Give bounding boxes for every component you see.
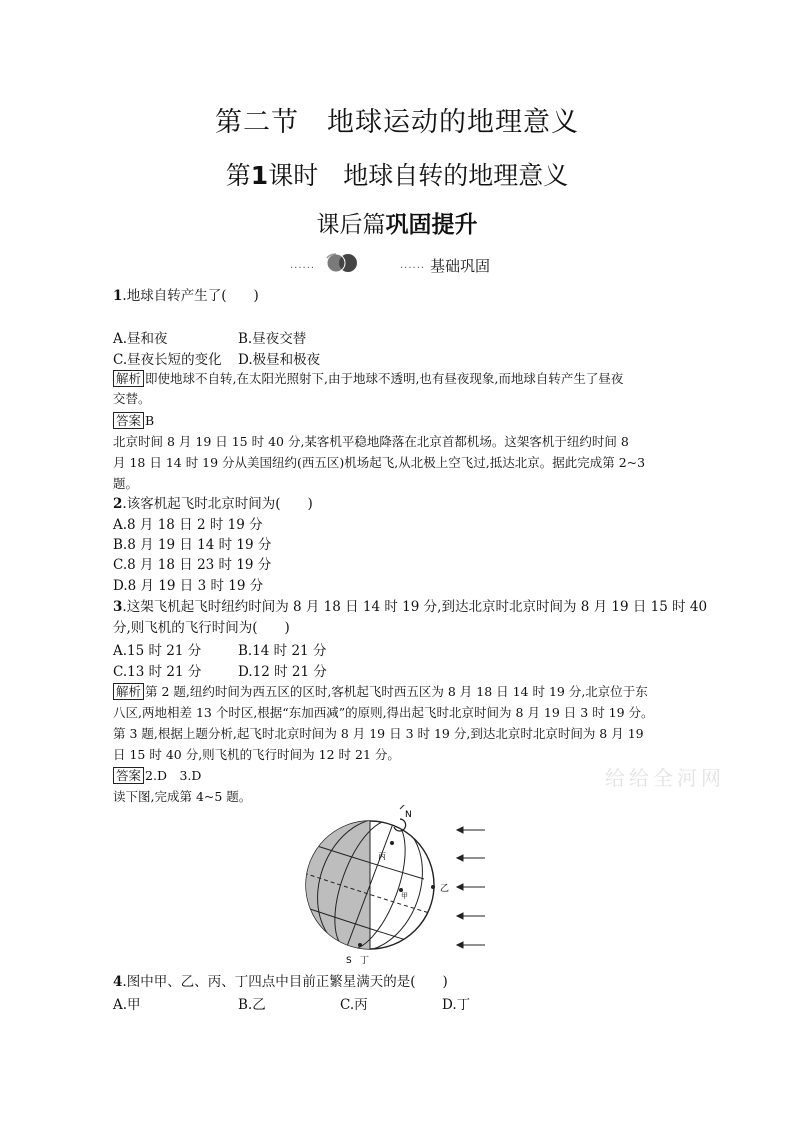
night-hemisphere: [300, 815, 370, 955]
q3-option-a[interactable]: A.15 时 21 分: [113, 643, 202, 659]
sunlight-arrow-icon: [457, 942, 463, 948]
dots-right: ······: [400, 263, 426, 274]
q3-option-c[interactable]: C.13 时 21 分: [113, 664, 202, 680]
page-subtitle: [0, 206, 794, 239]
dots-left: ······: [290, 263, 316, 274]
answer-tag: 答案: [113, 412, 144, 429]
lesson-number: 1: [250, 161, 269, 190]
sunlight-arrow-icon: [457, 827, 463, 833]
q3-option-d[interactable]: D.12 时 21 分: [238, 664, 327, 680]
q3-option-b[interactable]: B.14 时 21 分: [238, 643, 327, 659]
analysis-2-3-line-3: 第 3 题,根据上题分析,起飞时北京时间为 8 月 19 日 3 时 19 分,到达北京时北京时间为 8 月 19: [113, 726, 644, 741]
lesson-title: [0, 156, 794, 192]
q1-option-d[interactable]: D.极昼和极夜: [238, 352, 321, 368]
label-n: N: [405, 810, 412, 820]
watermark: 给给全河网: [605, 766, 725, 790]
question-3-text-1: .这架飞机起飞时纽约时间为 8 月 18 日 14 时 19 分,到达北京时北京时间为 8 月 19 日 15 时 40: [122, 599, 708, 615]
analysis-tag-2: 解析: [113, 683, 144, 700]
q4-option-d[interactable]: D.丁: [442, 997, 471, 1013]
material-1-line-3: 题。: [113, 476, 139, 491]
question-2-stem: [113, 494, 313, 515]
analysis-2-3-line-2: 八区,两地相差 13 个时区,根据“东加西减”的原则,得出起飞时北京时间为 8 月 19 日 3 时 19 分。: [113, 705, 654, 720]
section-badge-icon: [324, 252, 368, 274]
point-ding: [358, 943, 362, 947]
q1-answer: [113, 410, 154, 431]
q2-option-b[interactable]: B.8 月 19 日 14 时 19 分: [113, 537, 272, 553]
point-bing: [390, 841, 394, 845]
q4-option-c[interactable]: C.丙: [340, 997, 368, 1013]
analysis-2-3-line-1: 第 2 题,纽约时间为西五区的区时,客机起飞时西五区为 8 月 18 日 14 时 19 分,北京位于东: [145, 684, 648, 699]
label-jia: 甲: [401, 892, 408, 900]
point-yi: [431, 885, 435, 889]
question-3-stem: [113, 597, 707, 618]
question-3-number: 3: [113, 599, 123, 615]
q2-option-a[interactable]: A.8 月 18 日 2 时 19 分: [113, 517, 263, 533]
analysis-2-3: [113, 681, 648, 702]
question-1-text: .地球自转产生了( ): [122, 288, 259, 304]
question-4-stem: [113, 972, 448, 993]
analysis-2-3-line-4: 日 15 时 40 分,则飞机的飞行时间为 12 时 21 分。: [113, 747, 400, 762]
analysis-tag: 解析: [113, 370, 144, 387]
answer-2-3: [113, 765, 201, 786]
q1-answer-value: B: [145, 413, 155, 428]
question-1-number: 1: [113, 288, 123, 304]
lesson-title-prefix: 第: [225, 161, 251, 190]
question-4-text: .图中甲、乙、丙、丁四点中目前正繁星满天的是( ): [122, 974, 448, 990]
q1-analysis-line-2: 交替。: [113, 391, 151, 406]
question-4-number: 4: [113, 974, 123, 990]
sunlight-arrow-icon: [457, 913, 463, 919]
q4-option-a[interactable]: A.甲: [113, 997, 141, 1013]
section-title: 第二节 地球运动的地理意义: [215, 107, 579, 138]
lesson-title-rest: 课时 地球自转的地理意义: [268, 161, 569, 190]
sunlight-arrows: [455, 820, 489, 955]
label-s: S: [346, 956, 352, 965]
label-bing: 丙: [378, 852, 386, 861]
north-axis-extension: [400, 805, 410, 809]
sunlight-arrow-icon: [457, 855, 463, 861]
section-label: 基础巩固: [430, 257, 491, 275]
question-1-stem: [113, 286, 259, 307]
sunlight-arrow-icon: [457, 884, 463, 890]
answer-2-3-value: 2.D 3.D: [145, 768, 202, 783]
material-2: 读下图,完成第 4~5 题。: [113, 789, 252, 804]
q1-option-a[interactable]: A.昼和夜: [113, 331, 168, 347]
q4-option-b[interactable]: B.乙: [238, 997, 266, 1013]
label-ding: 丁: [360, 956, 370, 965]
question-2-text: .该客机起飞时北京时间为( ): [122, 496, 313, 512]
subtitle-bold: 巩固提升: [385, 212, 478, 238]
label-yi: 乙: [440, 884, 450, 894]
section-bar: [290, 252, 530, 276]
q2-option-c[interactable]: C.8 月 18 日 23 时 19 分: [113, 557, 272, 573]
q1-option-c[interactable]: C.昼夜长短的变化: [113, 352, 222, 368]
answer-tag-2: 答案: [113, 767, 144, 784]
material-1-line-1: 北京时间 8 月 19 日 15 时 40 分,某客机平稳地降落在北京首都机场。这架客机于纽约时间 8: [113, 434, 629, 449]
q1-analysis-line-1: 即使地球不自转,在太阳光照射下,由于地球不透明,也有昼夜现象,而地球自转产生了昼夜: [145, 371, 624, 386]
subtitle-plain: 课后篇: [316, 212, 386, 238]
q1-analysis: [113, 368, 623, 389]
question-2-number: 2: [113, 496, 123, 512]
q2-option-d[interactable]: D.8 月 19 日 3 时 19 分: [113, 578, 264, 594]
material-1-line-2: 月 18 日 14 时 19 分从美国纽约(西五区)机场起飞,从北极上空飞过,抵达北京。据此完成第 2~3: [113, 455, 646, 470]
question-3-text-2: 分,则飞机的飞行时间为( ): [113, 620, 290, 636]
q1-option-b[interactable]: B.昼夜交替: [238, 331, 307, 347]
